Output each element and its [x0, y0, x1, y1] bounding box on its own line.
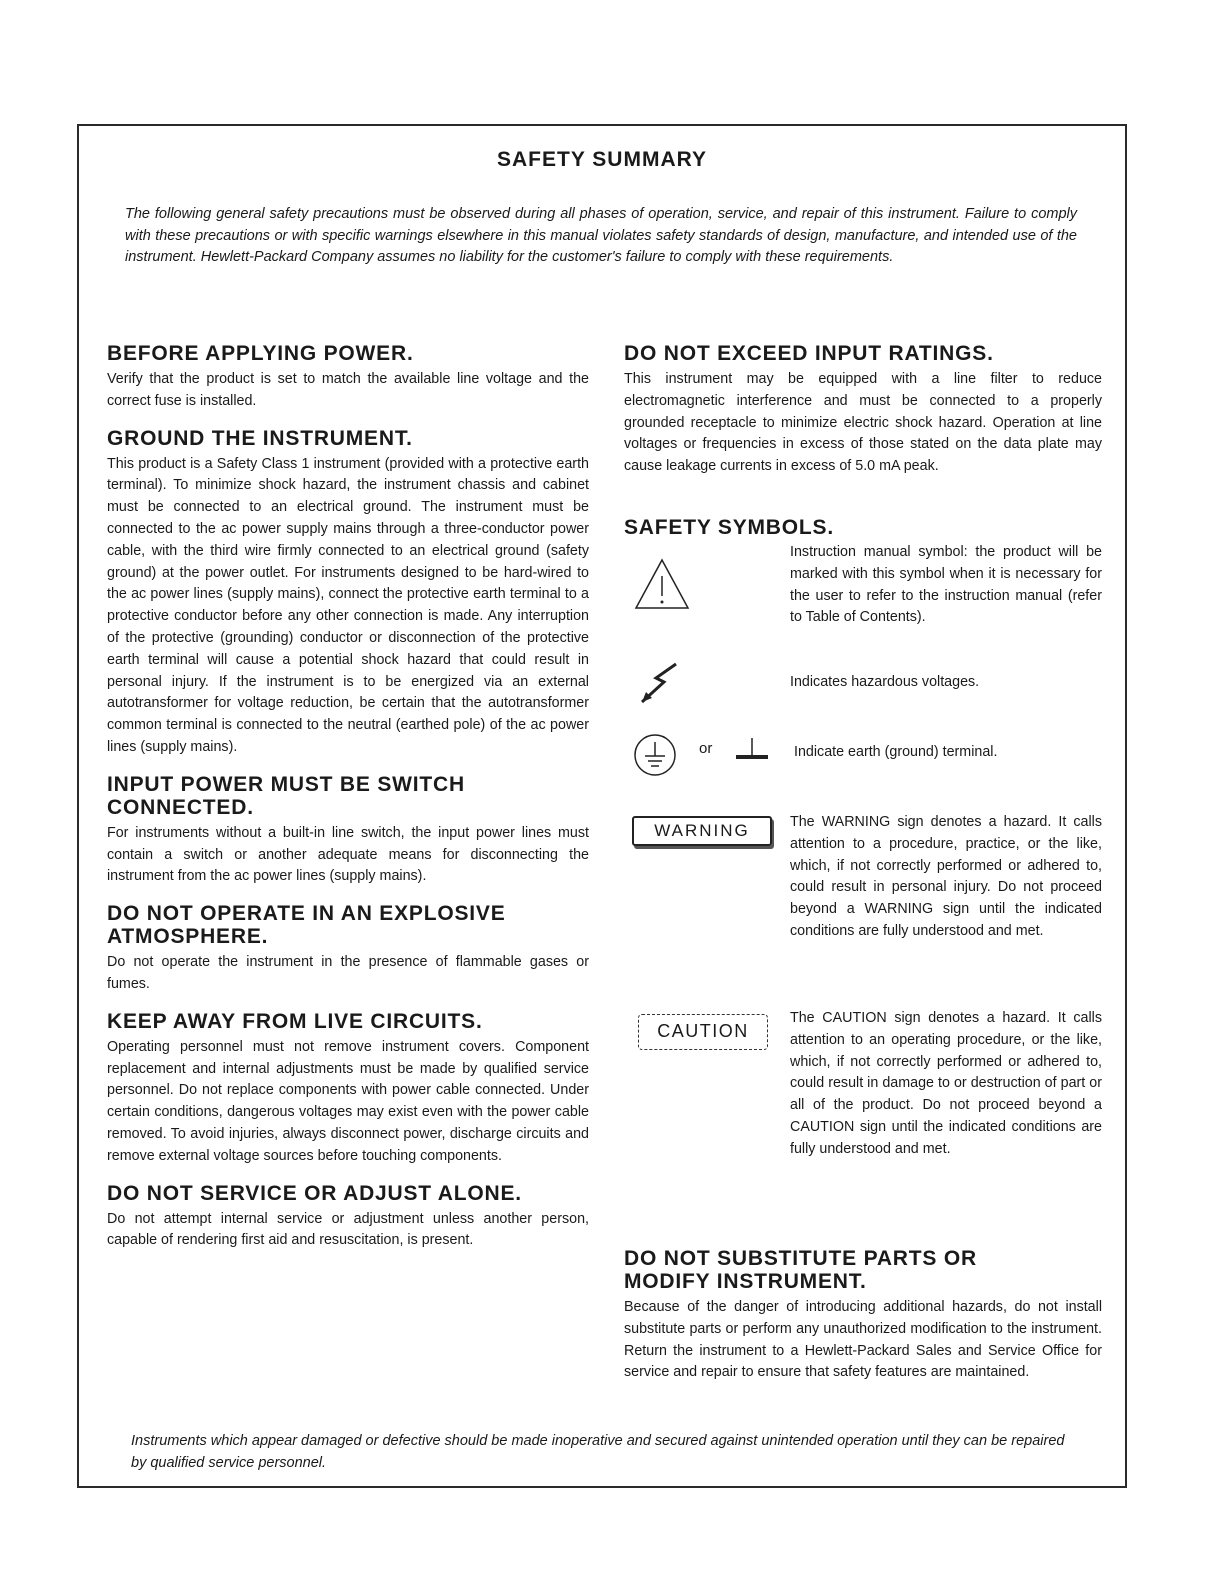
warning-label-box: WARNING [632, 816, 772, 846]
section-explosive-atmosphere [107, 902, 589, 996]
section-heading: DO NOT SUBSTITUTE PARTS OR MODIFY INSTRUMENT. [624, 1247, 977, 1293]
section-service-alone [107, 1182, 589, 1253]
section-input-ratings [624, 342, 1102, 478]
section-safety-symbols [624, 516, 1102, 543]
section-heading: KEEP AWAY FROM LIVE CIRCUITS. [107, 1009, 483, 1033]
section-heading: BEFORE APPLYING POWER. [107, 342, 414, 365]
or-label: or [699, 740, 713, 757]
caution-text: The CAUTION sign denotes a hazard. It calls attention to an operating procedure, or the like, which, if not correctly performed or adhered to, could result in damage to or destruction of part or all of the product. Do not proceed beyond a CAUTION sign until the indicated conditions are fully understood and met. [790, 1010, 1102, 1157]
manual-symbol-text: Instruction manual symbol: the product will be marked with this symbol when it is necessary for the user to refer to the instruction manual (refer to Table of Contents). [790, 544, 1102, 626]
section-body: Do not attempt internal service or adjustment unless another person, capable of rendering first aid and resuscitation, is present. [107, 1210, 589, 1249]
caution-label-box: CAUTION [638, 1014, 768, 1050]
section-heading: GROUND THE INSTRUMENT. [107, 426, 413, 450]
symbol-row-manual [624, 542, 1102, 652]
protective-earth-icon [632, 732, 678, 778]
intro-paragraph: The following general safety precautions must be observed during all phases of operation, service, and repair of this instrument. Failure to comply with these precautions or with specific warnings elsewhere in this manual violates safety standards of design, manufacture, and intended use of the instrument. Hewlett-Packard Company assumes no liability for the customer's failure to comply with these requirements. [125, 206, 1077, 265]
section-input-power-switch [107, 773, 589, 888]
section-body: For instruments without a built-in line switch, the input power lines must contain a switch or another adequate means for disconnecting the instrument from the ac power lines (supply mains). [107, 824, 589, 885]
section-substitute-parts [624, 1247, 1102, 1384]
warning-text: The WARNING sign denotes a hazard. It calls attention to a procedure, practice, or the like, which, if not correctly performed or adhered to, could result in personal injury. Do not proceed beyond a WARNING sign until the indicated conditions are fully understood and met. [790, 814, 1102, 939]
section-ground-the-instrument [107, 427, 589, 759]
ground-terminal-icon [732, 736, 772, 766]
section-heading: DO NOT OPERATE IN AN EXPLOSIVE ATMOSPHERE. [107, 902, 506, 949]
ground-text: Indicate earth (ground) terminal. [794, 744, 998, 760]
symbol-row-hazard [624, 660, 1102, 710]
section-heading: DO NOT EXCEED INPUT RATINGS. [624, 342, 994, 365]
symbol-row-warning [624, 812, 1102, 972]
right-column [624, 342, 1102, 1402]
section-body: Because of the danger of introducing additional hazards, do not install substitute parts or perform any unauthorized modification to the instrument. Return the instrument to a Hewlett-Packard Sales and Service Office for service and repair to ensure that safety features are maintained. [624, 1299, 1102, 1381]
symbol-row-caution [624, 1008, 1102, 1188]
section-body: This product is a Safety Class 1 instrument (provided with a protective earth terminal). To minimize shock hazard, the instrument chassis and cabinet must be connected to an electrical ground. The instrument must be connected to the ac power supply mains through a three-conductor power cable, with the third wire firmly connected to an electrical ground (safety ground) at the power outlet. For instruments designed to be hard-wired to the ac power lines (supply mains), connect the protective earth terminal to a protective conductor before any other connection is made. Any interruption of the protective (grounding) conductor or disconnection of the protective earth terminal will cause a potential shock hazard that could result in personal injury. If the instrument is to be energized via an external autotransformer for voltage reduction, be certain that the autotransformer common terminal is connected to the neutral (earthed pole) of the ac power lines (supply mains). [107, 455, 589, 755]
safety-summary-frame [77, 124, 1127, 1488]
section-heading: INPUT POWER MUST BE SWITCH CONNECTED. [107, 772, 465, 819]
section-heading: SAFETY SYMBOLS. [624, 516, 834, 539]
section-heading: DO NOT SERVICE OR ADJUST ALONE. [107, 1181, 522, 1205]
hazard-text: Indicates hazardous voltages. [790, 674, 980, 690]
section-body: Verify that the product is set to match the available line voltage and the correct fuse is installed. [107, 371, 589, 409]
section-body: This instrument may be equipped with a line filter to reduce electromagnetic interference and must be connected to a properly grounded receptacle to minimize electric shock hazard. Operation at line voltages or frequencies in excess of those stated on the data plate may cause leakage currents in excess of 5.0 mA peak. [624, 371, 1102, 475]
symbol-row-ground [624, 732, 1102, 782]
section-live-circuits [107, 1010, 589, 1168]
section-body: Operating personnel must not remove instrument covers. Component replacement and internal adjustments must be made by qualified service personnel. Do not replace components with power cable connected. Under certain conditions, dangerous voltages may exist even with the power cable removed. To avoid injuries, always disconnect power, discharge circuits and remove external voltage sources before touching components. [107, 1038, 589, 1164]
warning-triangle-icon [632, 554, 692, 614]
left-column [107, 342, 589, 1252]
section-before-applying-power [107, 342, 589, 413]
lightning-bolt-icon [634, 660, 684, 708]
page-title: SAFETY SUMMARY [496, 148, 707, 171]
closing-note: Instruments which appear damaged or defective should be made inoperative and secured against unintended operation until they can be repaired by qualified service personnel. [131, 1433, 1065, 1471]
section-body: Do not operate the instrument in the presence of flammable gases or fumes. [107, 954, 589, 992]
